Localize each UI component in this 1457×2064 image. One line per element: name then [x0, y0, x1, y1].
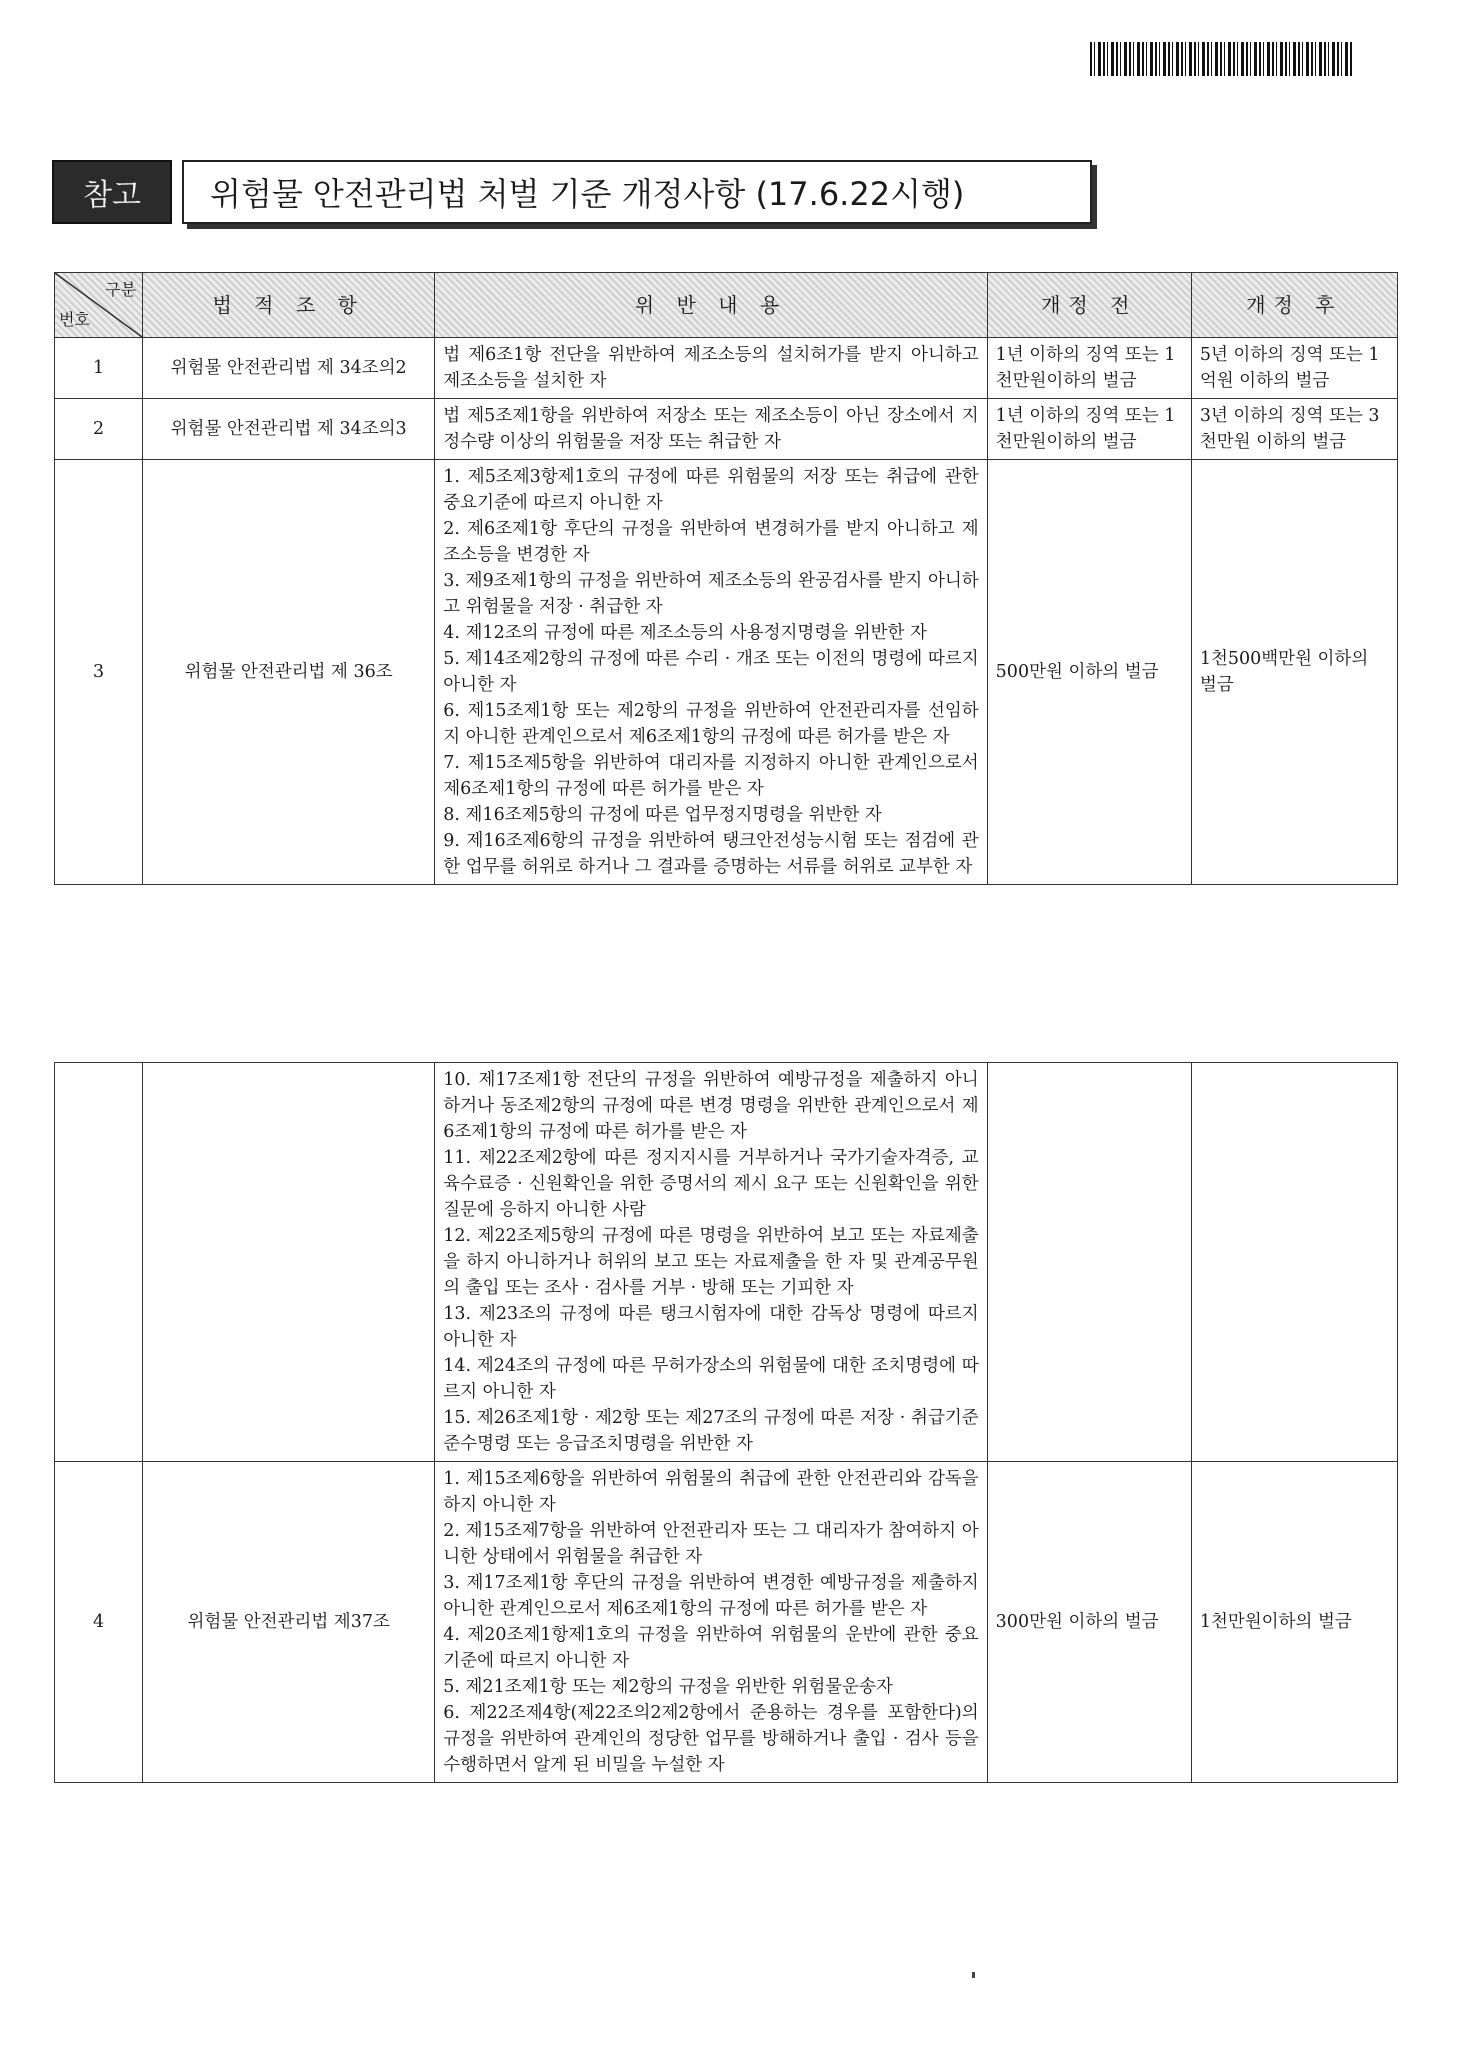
reference-tag: 참고 [52, 160, 172, 224]
penalty-before: 1년 이하의 징역 또는 1천만원이하의 벌금 [987, 399, 1191, 460]
violation-item: 1. 제15조제6항을 위반하여 위험물의 취급에 관한 안전관리와 감독을 하지 아니한 자 [443, 1469, 979, 1515]
header-number: 번호 [59, 310, 90, 329]
barcode [1090, 42, 1352, 76]
violation-item: 3. 제9조제1항의 규정을 위반하여 제조소등의 완공검사를 받지 아니하고 위험물을 저장 · 취급한 자 [443, 571, 979, 617]
violation-item: 법 제5조제1항을 위반하여 저장소 또는 제조소등이 아닌 장소에서 지정수량 이상의 위험물을 저장 또는 취급한 자 [443, 406, 979, 452]
violation-item: 4. 제20조제1항제1호의 규정을 위반하여 위험물의 운반에 관한 중요기준에 따르지 아니한 자 [443, 1625, 979, 1671]
penalty-before: 300만원 이하의 벌금 [987, 1462, 1191, 1783]
header-before: 개정 전 [987, 273, 1191, 338]
penalty-after: 1천500백만원 이하의 벌금 [1191, 460, 1397, 885]
violation-cell [435, 338, 987, 399]
penalty-table-part-2 [54, 1062, 1398, 1783]
penalty-after: 1천만원이하의 벌금 [1191, 1462, 1397, 1783]
violation-item: 7. 제15조제5항을 위반하여 대리자를 지정하지 아니한 관계인으로서 제6조제1항의 규정에 따른 허가를 받은 자 [443, 753, 979, 799]
violation-item: 5. 제21조제1항 또는 제2항의 규정을 위반한 위험물운송자 [443, 1677, 893, 1697]
row-number: 2 [55, 399, 143, 460]
penalty-after: 5년 이하의 징역 또는 1억원 이하의 벌금 [1191, 338, 1397, 399]
violation-item: 2. 제15조제7항을 위반하여 안전관리자 또는 그 대리자가 참여하지 아니한 상태에서 위험물을 취급한 자 [443, 1521, 979, 1567]
violation-item: 11. 제22조제2항에 따른 정지지시를 거부하거나 국가기술자격증, 교육수료증 · 신원확인을 위한 증명서의 제시 요구 또는 신원확인을 위한 질문에 응하지 아니한 사람 [443, 1148, 979, 1220]
table-row [55, 399, 1398, 460]
penalty-before: 500만원 이하의 벌금 [987, 460, 1191, 885]
header-category-number [55, 273, 143, 338]
violation-item: 2. 제6조제1항 후단의 규정을 위반하여 변경허가를 받지 아니하고 제조소등을 변경한 자 [443, 519, 979, 565]
violation-item: 6. 제15조제1항 또는 제2항의 규정을 위반하여 안전관리자를 선임하지 아니한 관계인으로서 제6조제1항의 규정에 따른 허가를 받은 자 [443, 701, 979, 747]
violation-item: 4. 제12조의 규정에 따른 제조소등의 사용정지명령을 위반한 자 [443, 623, 927, 643]
row-number [55, 1063, 143, 1462]
table-header-row [55, 273, 1398, 338]
violation-item: 14. 제24조의 규정에 따른 무허가장소의 위험물에 대한 조치명령에 따르지 아니한 자 [443, 1356, 979, 1402]
document-title-block [52, 160, 1092, 224]
table-row [55, 460, 1398, 885]
violation-item: 15. 제26조제1항 · 제2항 또는 제27조의 규정에 따른 저장 · 취급기준 준수명령 또는 응급조치명령을 위반한 자 [443, 1408, 979, 1454]
violation-cell [435, 1063, 987, 1462]
header-violation: 위 반 내 용 [435, 273, 987, 338]
violation-item: 5. 제14조제2항의 규정에 따른 수리 · 개조 또는 이전의 명령에 따르지 아니한 자 [443, 649, 979, 695]
penalty-before [987, 1063, 1191, 1462]
violation-cell [435, 399, 987, 460]
document-title: 위험물 안전관리법 처벌 기준 개정사항 (17.6.22시행) [182, 160, 1092, 224]
violation-item: 6. 제22조제4항(제22조의2제2항에서 준용하는 경우를 포함한다)의 규정을 위반하여 관계인의 정당한 업무를 방해하거나 출입 · 검사 등을 수행하면서 알게 된 비밀을 누설한 자 [443, 1703, 979, 1775]
header-after: 개정 후 [1191, 273, 1397, 338]
header-category: 구분 [105, 280, 137, 299]
table-row [55, 1063, 1398, 1462]
violation-cell [435, 1462, 987, 1783]
row-number: 1 [55, 338, 143, 399]
table-row [55, 338, 1398, 399]
scan-mark [972, 1972, 975, 1978]
violation-item: 12. 제22조제5항의 규정에 따른 명령을 위반하여 보고 또는 자료제출을 하지 아니하거나 허위의 보고 또는 자료제출을 한 자 및 관계공무원의 출입 또는 조사 · 검사를 거부 · 방해 또는 기피한 자 [443, 1226, 979, 1298]
violation-cell [435, 460, 987, 885]
violation-item: 13. 제23조의 규정에 따른 탱크시험자에 대한 감독상 명령에 따르지 아니한 자 [443, 1304, 979, 1350]
violation-item: 9. 제16조제6항의 규정을 위반하여 탱크안전성능시험 또는 점검에 관한 업무를 허위로 하거나 그 결과를 증명하는 서류를 허위로 교부한 자 [443, 831, 979, 877]
violation-item: 10. 제17조제1항 전단의 규정을 위반하여 예방규정을 제출하지 아니하거나 동조제2항의 규정에 따른 변경 명령을 위반한 관계인으로서 제6조제1항의 규정에 따른 허가를 받은 자 [443, 1070, 979, 1142]
violation-item: 법 제6조1항 전단을 위반하여 제조소등의 설치허가를 받지 아니하고 제조소등을 설치한 자 [443, 345, 979, 391]
row-number: 4 [55, 1462, 143, 1783]
law-article: 위험물 안전관리법 제 36조 [143, 460, 435, 885]
table-row [55, 1462, 1398, 1783]
violation-item: 3. 제17조제1항 후단의 규정을 위반하여 변경한 예방규정을 제출하지 아니한 관계인으로서 제6조제1항의 규정에 따른 허가를 받은 자 [443, 1573, 979, 1619]
row-number: 3 [55, 460, 143, 885]
violation-item: 8. 제16조제5항의 규정에 따른 업무정지명령을 위반한 자 [443, 805, 882, 825]
law-article: 위험물 안전관리법 제 34조의2 [143, 338, 435, 399]
penalty-table-part-1 [54, 272, 1398, 885]
violation-item: 1. 제5조제3항제1호의 규정에 따른 위험물의 저장 또는 취급에 관한 중요기준에 따르지 아니한 자 [443, 467, 979, 513]
law-article: 위험물 안전관리법 제 34조의3 [143, 399, 435, 460]
penalty-before: 1년 이하의 징역 또는 1천만원이하의 벌금 [987, 338, 1191, 399]
penalty-after: 3년 이하의 징역 또는 3천만원 이하의 벌금 [1191, 399, 1397, 460]
header-law: 법 적 조 항 [143, 273, 435, 338]
law-article [143, 1063, 435, 1462]
penalty-after [1191, 1063, 1397, 1462]
law-article: 위험물 안전관리법 제37조 [143, 1462, 435, 1783]
